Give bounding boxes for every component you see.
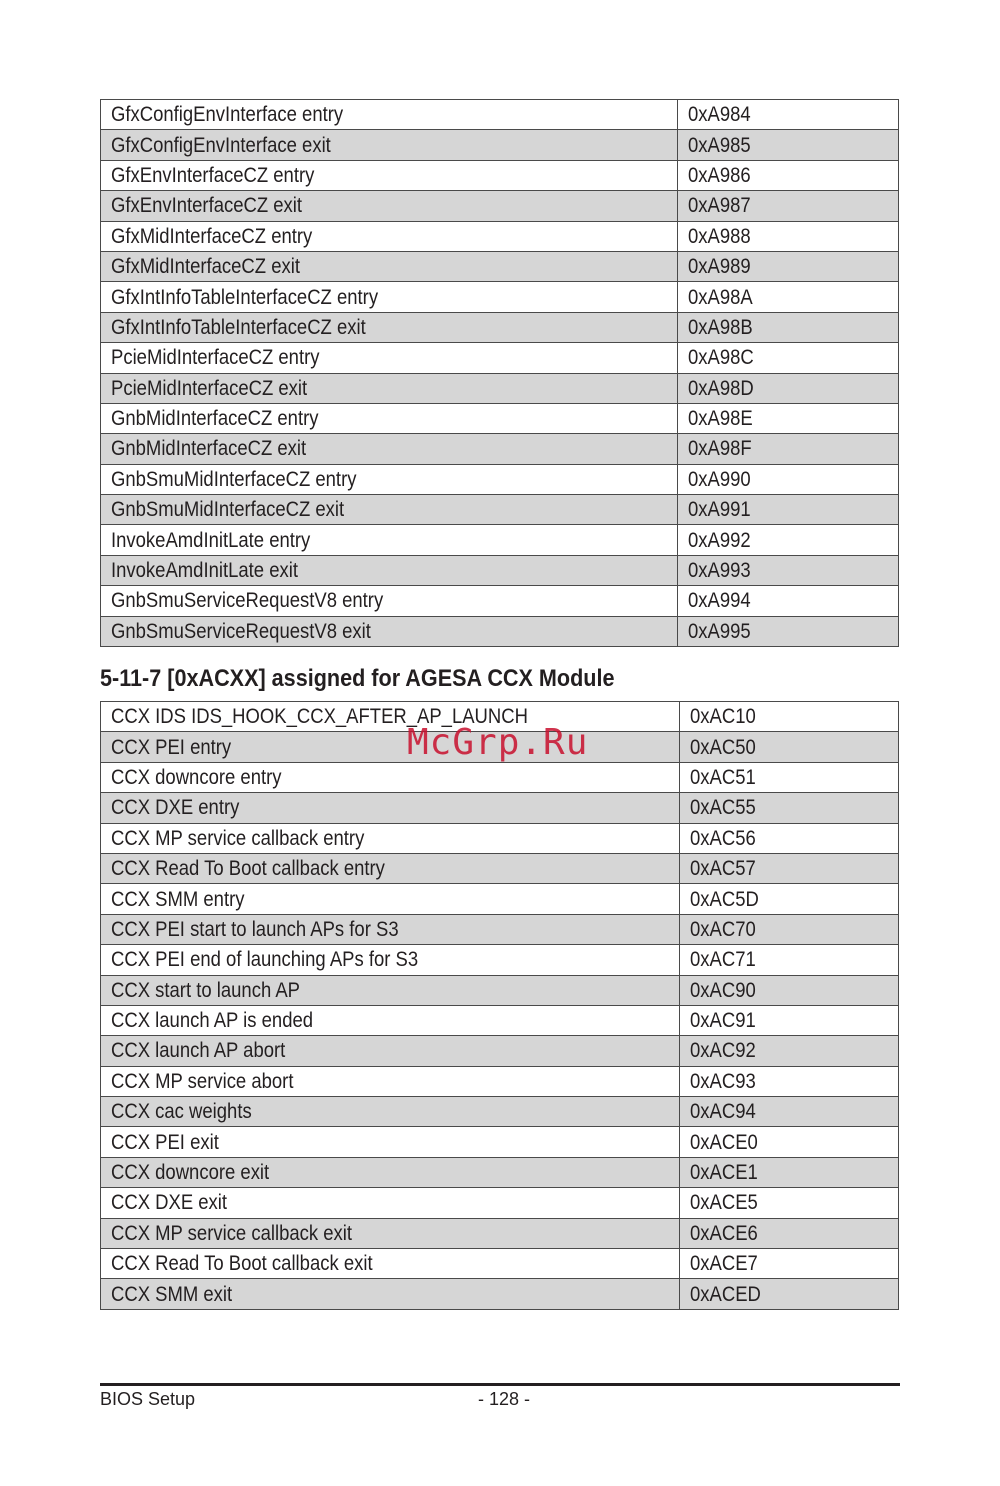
event-name-text: GnbMidInterfaceCZ entry — [111, 407, 319, 431]
post-code-cell — [680, 762, 899, 792]
event-name-cell — [101, 823, 680, 853]
post-code-text: 0xAC94 — [690, 1100, 756, 1124]
event-name-text: CCX SMM exit — [111, 1282, 233, 1306]
post-code-cell — [678, 221, 899, 251]
page-number: - 128 - — [478, 1389, 531, 1409]
post-code-cell — [680, 793, 899, 823]
post-code-table-gnb — [100, 99, 899, 647]
post-code-text: 0xACE5 — [690, 1191, 758, 1215]
table-row — [101, 403, 899, 433]
post-code-cell — [680, 1188, 899, 1218]
post-code-text: 0xA98E — [688, 407, 753, 431]
post-code-cell — [680, 914, 899, 944]
table-row — [101, 1127, 899, 1157]
event-name-cell — [101, 251, 678, 281]
event-name-cell — [101, 884, 680, 914]
table-row — [101, 945, 899, 975]
event-name-cell — [101, 732, 680, 762]
event-name-text: GnbMidInterfaceCZ exit — [111, 437, 307, 461]
event-name-text: CCX SMM entry — [111, 887, 245, 911]
post-code-cell — [678, 525, 899, 555]
event-name-cell — [101, 373, 678, 403]
event-name-cell — [101, 343, 678, 373]
table-row — [101, 1157, 899, 1187]
table-row — [101, 312, 899, 342]
post-code-text: 0xA991 — [688, 498, 751, 522]
event-name-cell — [101, 1188, 680, 1218]
event-name-text: GfxIntInfoTableInterfaceCZ exit — [111, 315, 366, 339]
footer-divider — [100, 1383, 900, 1386]
event-name-cell — [101, 853, 680, 883]
table-row — [101, 884, 899, 914]
event-name-cell — [101, 221, 678, 251]
post-code-cell — [678, 282, 899, 312]
post-code-text: 0xACE6 — [690, 1221, 758, 1245]
event-name-text: CCX downcore entry — [111, 765, 282, 789]
table-row — [101, 100, 899, 130]
event-name-cell — [101, 1279, 680, 1309]
event-name-text: CCX Read To Boot callback entry — [111, 857, 385, 881]
event-name-cell — [101, 975, 680, 1005]
table-row — [101, 914, 899, 944]
table-row — [101, 762, 899, 792]
post-code-text: 0xAC70 — [690, 917, 756, 941]
post-code-text: 0xA987 — [688, 194, 751, 218]
post-code-text: 0xA988 — [688, 224, 751, 248]
event-name-text: CCX Read To Boot callback exit — [111, 1252, 373, 1276]
post-code-text: 0xACE1 — [690, 1161, 758, 1185]
post-code-text: 0xA98F — [688, 437, 752, 461]
post-code-cell — [680, 702, 899, 732]
post-code-cell — [680, 1249, 899, 1279]
table-row — [101, 251, 899, 281]
table-row — [101, 1249, 899, 1279]
post-code-cell — [678, 160, 899, 190]
event-name-text: CCX PEI entry — [111, 735, 232, 759]
event-name-cell — [101, 191, 678, 221]
post-code-cell — [680, 823, 899, 853]
event-name-text: CCX PEI start to launch APs for S3 — [111, 917, 399, 941]
event-name-text: GfxEnvInterfaceCZ entry — [111, 163, 315, 187]
event-name-text: CCX MP service callback entry — [111, 826, 365, 850]
table-row — [101, 586, 899, 616]
post-code-cell — [678, 403, 899, 433]
event-name-cell — [101, 1005, 680, 1035]
post-code-cell — [678, 191, 899, 221]
event-name-text: InvokeAmdInitLate exit — [111, 559, 298, 583]
table-row — [101, 221, 899, 251]
post-code-text: 0xACE0 — [690, 1130, 758, 1154]
post-code-text: 0xA990 — [688, 467, 751, 491]
event-name-cell — [101, 702, 680, 732]
event-name-text: GnbSmuServiceRequestV8 exit — [111, 619, 371, 643]
event-name-cell — [101, 1249, 680, 1279]
event-name-text: GfxEnvInterfaceCZ exit — [111, 194, 303, 218]
table-row — [101, 464, 899, 494]
post-code-text: 0xAC5D — [690, 887, 759, 911]
event-name-cell — [101, 586, 678, 616]
event-name-cell — [101, 525, 678, 555]
post-code-text: 0xAC71 — [690, 948, 756, 972]
table-row — [101, 1066, 899, 1096]
footer-title: BIOS Setup — [100, 1389, 196, 1409]
post-code-cell — [678, 586, 899, 616]
post-code-text: 0xACE7 — [690, 1252, 758, 1276]
post-code-cell — [680, 975, 899, 1005]
post-code-cell — [678, 343, 899, 373]
event-name-text: CCX MP service abort — [111, 1069, 294, 1093]
table-row — [101, 616, 899, 646]
event-name-text: GnbSmuMidInterfaceCZ exit — [111, 498, 345, 522]
post-code-text: 0xAC51 — [690, 765, 756, 789]
post-code-text: 0xAC56 — [690, 826, 756, 850]
table-row — [101, 1005, 899, 1035]
event-name-cell — [101, 100, 678, 130]
table-row — [101, 793, 899, 823]
event-name-text: CCX IDS IDS_HOOK_CCX_AFTER_AP_LAUNCH — [111, 705, 528, 729]
event-name-text: CCX downcore exit — [111, 1161, 270, 1185]
event-name-cell — [101, 1127, 680, 1157]
post-code-text: 0xA984 — [688, 103, 751, 127]
post-code-cell — [678, 373, 899, 403]
post-code-text: 0xAC91 — [690, 1009, 756, 1033]
table-row — [101, 1279, 899, 1309]
event-name-cell — [101, 945, 680, 975]
table-row — [101, 130, 899, 160]
post-code-cell — [680, 853, 899, 883]
post-code-text: 0xAC50 — [690, 735, 756, 759]
table-row — [101, 975, 899, 1005]
post-code-cell — [678, 434, 899, 464]
post-code-text: 0xA98A — [688, 285, 753, 309]
post-code-cell — [680, 1097, 899, 1127]
event-name-cell — [101, 1036, 680, 1066]
post-code-cell — [680, 1127, 899, 1157]
post-code-text: 0xA994 — [688, 589, 751, 613]
event-name-cell — [101, 160, 678, 190]
post-code-text: 0xAC55 — [690, 796, 756, 820]
event-name-cell — [101, 130, 678, 160]
table-row — [101, 525, 899, 555]
event-name-cell — [101, 464, 678, 494]
table-row — [101, 555, 899, 585]
table-row — [101, 343, 899, 373]
post-code-text: 0xA992 — [688, 528, 751, 552]
table-row — [101, 191, 899, 221]
post-code-cell — [678, 464, 899, 494]
post-code-text: 0xA995 — [688, 619, 751, 643]
post-code-cell — [680, 1157, 899, 1187]
post-code-text: 0xA98C — [688, 346, 754, 370]
event-name-cell — [101, 1218, 680, 1248]
event-name-text: GnbSmuServiceRequestV8 entry — [111, 589, 384, 613]
post-code-cell — [678, 616, 899, 646]
event-name-cell — [101, 312, 678, 342]
post-code-cell — [678, 555, 899, 585]
event-name-cell — [101, 616, 678, 646]
table-row — [101, 1036, 899, 1066]
post-code-cell — [680, 945, 899, 975]
event-name-text: CCX PEI end of launching APs for S3 — [111, 948, 419, 972]
event-name-text: CCX DXE entry — [111, 796, 240, 820]
post-code-text: 0xAC57 — [690, 857, 756, 881]
event-name-cell — [101, 282, 678, 312]
event-name-text: CCX DXE exit — [111, 1191, 228, 1215]
event-name-text: CCX MP service callback exit — [111, 1221, 353, 1245]
table-row — [101, 1188, 899, 1218]
table-row — [101, 1097, 899, 1127]
event-name-text: GfxConfigEnvInterface exit — [111, 133, 331, 157]
table-row — [101, 373, 899, 403]
post-code-cell — [680, 1218, 899, 1248]
post-code-table-ccx — [100, 701, 899, 1310]
event-name-text: PcieMidInterfaceCZ exit — [111, 376, 308, 400]
table-row — [101, 282, 899, 312]
event-name-text: CCX launch AP abort — [111, 1039, 286, 1063]
event-name-text: GfxIntInfoTableInterfaceCZ entry — [111, 285, 379, 309]
event-name-text: InvokeAmdInitLate entry — [111, 528, 311, 552]
post-code-text: 0xAC93 — [690, 1069, 756, 1093]
post-code-text: 0xA993 — [688, 559, 751, 583]
event-name-cell — [101, 555, 678, 585]
post-code-text: 0xAC90 — [690, 978, 756, 1002]
post-code-text: 0xA98D — [688, 376, 754, 400]
event-name-cell — [101, 434, 678, 464]
post-code-text: 0xA985 — [688, 133, 751, 157]
event-name-cell — [101, 762, 680, 792]
event-name-text: GfxConfigEnvInterface entry — [111, 103, 344, 127]
event-name-cell — [101, 1157, 680, 1187]
event-name-text: CCX start to launch AP — [111, 978, 301, 1002]
event-name-text: CCX launch AP is ended — [111, 1009, 314, 1033]
event-name-cell — [101, 914, 680, 944]
post-code-cell — [680, 1066, 899, 1096]
post-code-cell — [678, 312, 899, 342]
event-name-text: CCX PEI exit — [111, 1130, 219, 1154]
table-row — [101, 823, 899, 853]
event-name-cell — [101, 1097, 680, 1127]
event-name-cell — [101, 1066, 680, 1096]
post-code-cell — [680, 1279, 899, 1309]
post-code-cell — [680, 1005, 899, 1035]
post-code-text: 0xACED — [690, 1282, 761, 1306]
post-code-cell — [678, 251, 899, 281]
post-code-text: 0xA98B — [688, 315, 753, 339]
event-name-text: CCX cac weights — [111, 1100, 252, 1124]
post-code-text: 0xA989 — [688, 255, 751, 279]
table-row — [101, 1218, 899, 1248]
event-name-cell — [101, 793, 680, 823]
table-row — [101, 434, 899, 464]
post-code-cell — [680, 732, 899, 762]
post-code-cell — [680, 1036, 899, 1066]
post-code-text: 0xA986 — [688, 163, 751, 187]
post-code-cell — [678, 100, 899, 130]
section-heading: 5-11-7 [0xACXX] assigned for AGESA CCX Module — [100, 665, 615, 692]
event-name-cell — [101, 403, 678, 433]
event-name-text: GfxMidInterfaceCZ entry — [111, 224, 313, 248]
post-code-cell — [678, 130, 899, 160]
event-name-text: GnbSmuMidInterfaceCZ entry — [111, 467, 357, 491]
post-code-cell — [680, 884, 899, 914]
table-row — [101, 495, 899, 525]
post-code-text: 0xAC10 — [690, 705, 756, 729]
event-name-text: PcieMidInterfaceCZ entry — [111, 346, 320, 370]
table-row — [101, 853, 899, 883]
post-code-text: 0xAC92 — [690, 1039, 756, 1063]
table-row — [101, 160, 899, 190]
watermark: McGrp.Ru — [407, 722, 589, 763]
event-name-cell — [101, 495, 678, 525]
event-name-text: GfxMidInterfaceCZ exit — [111, 255, 300, 279]
post-code-cell — [678, 495, 899, 525]
